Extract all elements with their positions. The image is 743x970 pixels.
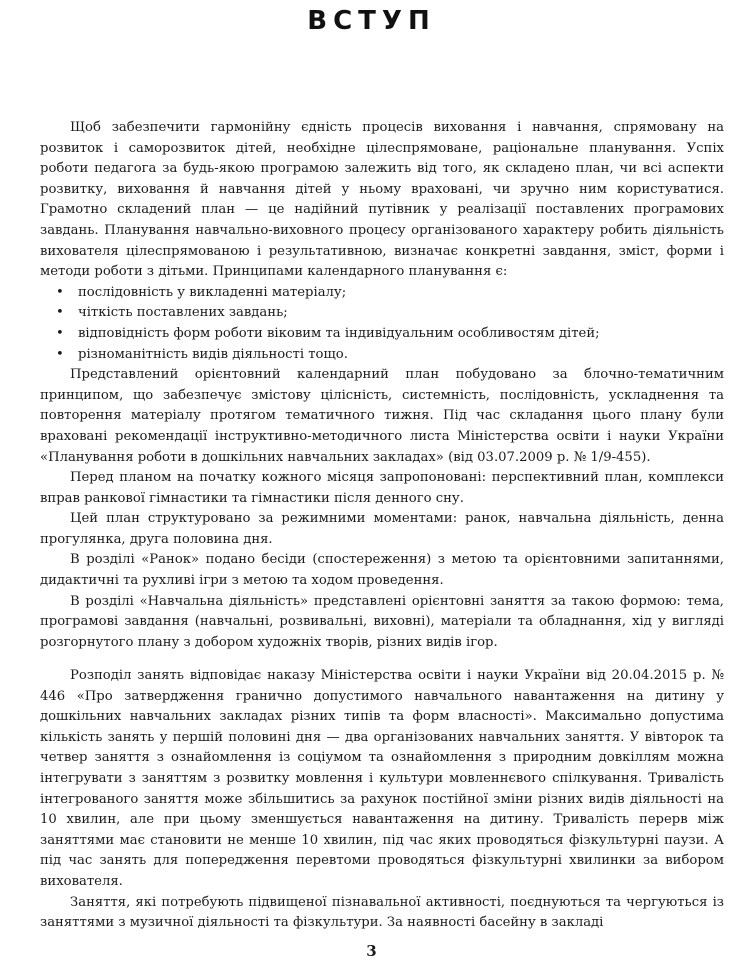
intro-text-block-bottom (40, 666, 724, 934)
page-number: 3 (366, 942, 377, 960)
list-item-text: різноманітність видів діяльності тощо. (78, 346, 348, 362)
list-item (40, 303, 724, 324)
list-item-text: відповідність форм роботи віковим та індивідуальним особливостям дітей; (78, 325, 600, 341)
principles-list (40, 283, 724, 365)
bullet-icon: • (56, 346, 64, 362)
paragraph-monthly-plan: Перед планом на початку кожного місяця запропоновані: перспективний план, комплекси вправ ранкової гімнастики та гімнастики після денного сну. (40, 470, 724, 506)
paragraph-lesson-distribution: Розподіл занять відповідає наказу Міністерства освіти і науки України від 20.04.2015 р. № 446 «Про затвердження гранично допустимого навчального навантаження на дитину у дошкільних навчальних закладах різних типів та форм власності». Максимально допустима кількість занять у першій половині дня — два організованих навчальних заняття. У вівторок та четвер заняття з ознайомлення із соціумом та ознайомлення з природним довкіллям можна інтегрувати з заняттям з розвитку мовлення і культури мовленнєвого спілкування. Тривалість інтегрованого заняття може збільшитись за рахунок постійної зміни різних видів діяльності на 10 хвилин, але при цьому зменшується навантаження на дитину. Тривалість перерв між заняттями має становити не менше 10 хвилин, під час яких проводяться фізкультурні паузи. А під час занять для попередження перевтоми проводяться фізкультурні хвилинки за вибором вихователя. (40, 668, 724, 889)
list-item (40, 324, 724, 345)
paragraph-morning-section: В розділі «Ранок» подано бесіди (спостереження) з метою та орієнтовними запитаннями, дидактичні та рухливі ігри з метою та ходом проведення. (40, 552, 724, 589)
list-item (40, 283, 724, 304)
paragraph-lesson-alternation: Заняття, які потребують підвищеної пізнавальної активності, поєднуються та чергуються із заняттями з музичної діяльності та фізкультури. За наявності басейну в закладі (40, 894, 724, 931)
page-title: ВСТУП (307, 6, 436, 36)
list-item-text: чіткість поставлених завдань; (78, 305, 288, 321)
list-item (40, 345, 724, 366)
paragraph-learning-section: В розділі «Навчальна діяльність» представлені орієнтовні заняття за такою формою: тема, програмові завдання (навчальні, розвивальні, виховні), матеріали та обладнання, хід у вигляді розгорнутого плану з добором художніх творів, різних видів ігор. (40, 593, 724, 650)
list-item-text: послідовність у викладенні матеріалу; (78, 284, 347, 300)
bullet-icon: • (56, 284, 64, 300)
bullet-icon: • (56, 325, 64, 341)
paragraph-structure: Цей план структуровано за режимними моментами: ранок, навчальна діяльність, денна прогулянка, друга половина дня. (40, 511, 724, 547)
paragraph-calendar-plan: Представлений орієнтовний календарний план побудовано за блочно-тематичним принципом, що забезпечує змістову цілісність, системність, послідовність, ускладнення та повторення матеріалу протягом тематичного тижня. Під час складання цього плану були враховані рекомендації інструктивно-методичного листа Міністерства освіти і науки України «Планування роботи в дошкільних навчальних закладах» (від 03.07.2009 р. № 1/9-455). (40, 367, 724, 465)
bullet-icon: • (56, 305, 64, 321)
paragraph-intro: Щоб забезпечити гармонійну єдність процесів виховання і навчання, спрямовану на розвиток і саморозвиток дітей, необхідне цілеспрямоване, раціональне планування. Успіх роботи педагога за будь-якою програмою залежить від того, як складено план, чи всі аспекти розвитку, виховання й навчання дітей у ньому враховані, чи зручно ним користуватися. Грамотно складений план — це надійний путівник у реалізації поставлених програмових завдань. Планування навчально-виховного процесу організованого характеру робить діяльність вихователя цілеспрямованою і результативною, визначає конкретні завдання, зміст, форми і методи роботи з дітьми. Принципами календарного планування є: (40, 120, 724, 280)
intro-text-block-top (40, 118, 724, 653)
